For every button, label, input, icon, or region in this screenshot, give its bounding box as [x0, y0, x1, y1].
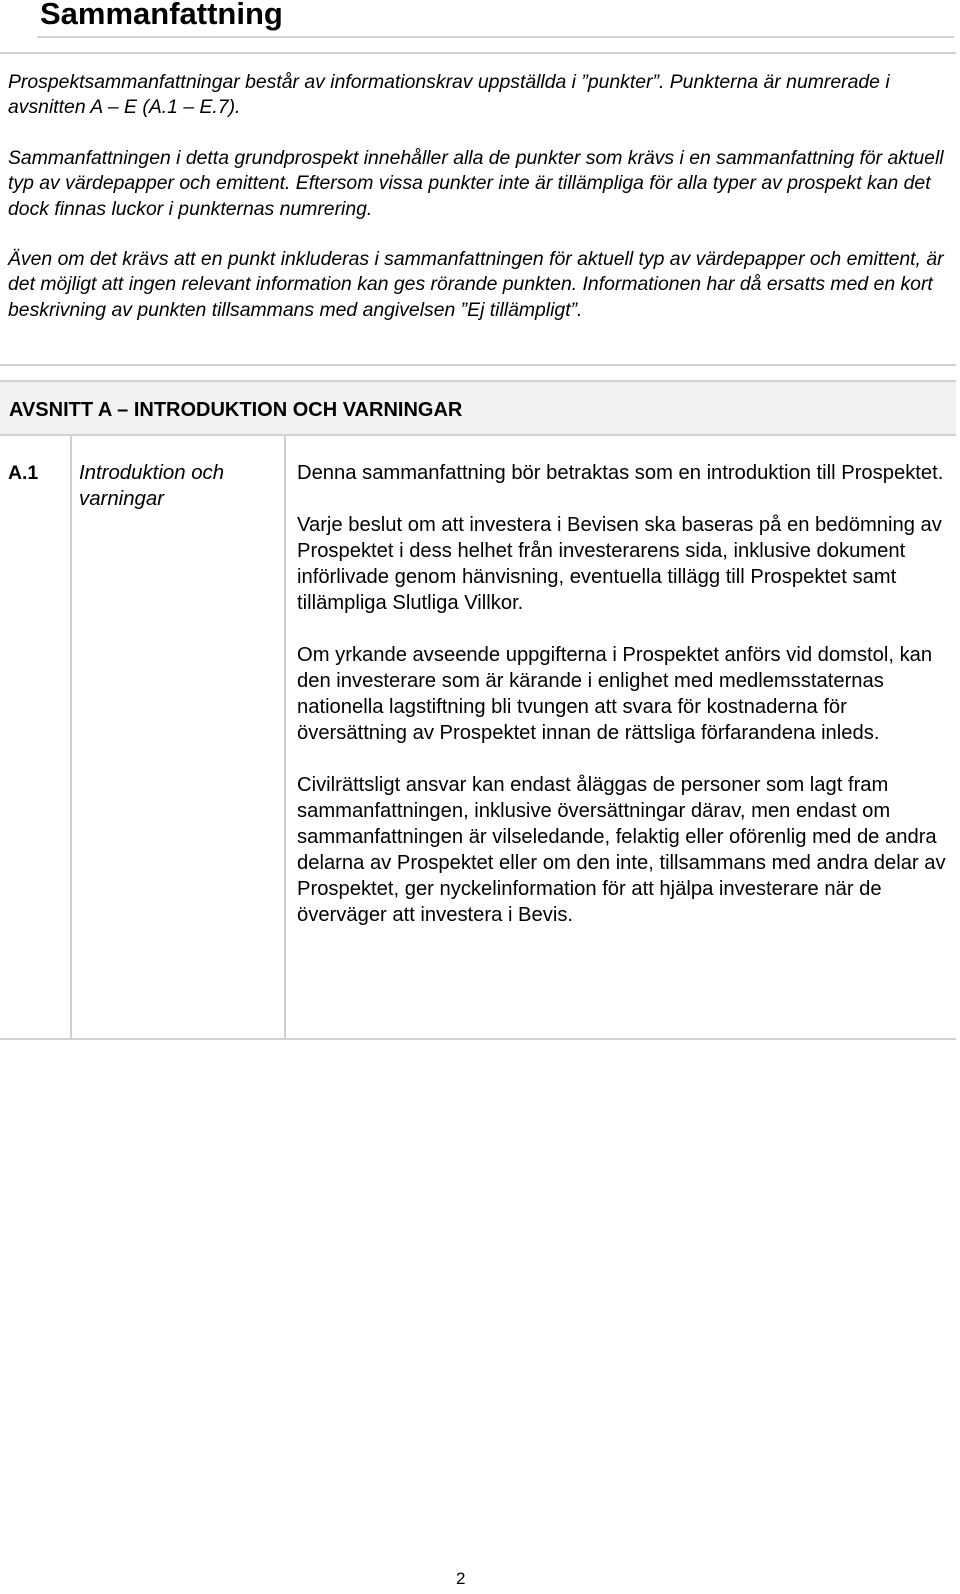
item-body — [297, 460, 947, 954]
item-paragraph: Denna sammanfattning bör betraktas som en introduktion till Prospektet. — [297, 462, 944, 484]
column-divider — [70, 436, 72, 1038]
page-number: 2 — [456, 1569, 466, 1588]
page-title: Sammanfattning — [40, 0, 283, 31]
intro-paragraph: Prospektsammanfattningar består av informationskrav uppställda i ”punkter”. Punkterna är numrerade i avsnitten A – E (A.1 – E.7). — [8, 71, 890, 119]
intro-box — [0, 52, 956, 366]
item-paragraph: Om yrkande avseende uppgifterna i Prospektet anförs vid domstol, kan den investerare som är kärande i enlighet med medlemsstaternas nationella lagstiftning bli tvungen att svara för kostnaderna för översättning av Prospektet innan de rättsliga förfarandena inleds. — [297, 644, 933, 744]
intro-paragraph: Även om det krävs att en punkt inkluderas i sammanfattningen för aktuell typ av värdepapper och emittent, är det möjligt att ingen relevant information kan ges rörande punkten. Informationen har då ersatts med en kort beskrivning av punkten tillsammans med angivelsen ”Ej tillämpligt”. — [8, 248, 944, 321]
item-title: Introduktion och varningar — [79, 462, 225, 510]
section-header — [0, 380, 956, 436]
item-code: A.1 — [8, 462, 39, 484]
column-divider — [284, 436, 286, 1038]
intro-text — [8, 70, 948, 348]
title-divider — [37, 36, 954, 38]
summary-table — [0, 436, 956, 1040]
item-paragraph: Varje beslut om att investera i Bevisen ska baseras på en bedömning av Prospektet i dess helhet från investerarens sida, inklusive dokument införlivade genom hänvisning, eventuella tillägg till Prospektet samt tillämpliga Slutliga Villkor. — [297, 514, 942, 614]
item-paragraph: Civilrättsligt ansvar kan endast åläggas de personer som lagt fram sammanfattningen, inklusive översättningar därav, men endast om sammanfattningen är vilseledande, felaktig eller oförenlig med de andra delarna av Prospektet eller om den inte, tillsammans med andra delar av Prospektet, ger nyckelinformation för att hjälpa investerare när de överväger att investera i Bevis. — [297, 774, 946, 926]
intro-paragraph: Sammanfattningen i detta grundprospekt innehåller alla de punkter som krävs i en sammanfattning för aktuell typ av värdepapper och emittent. Eftersom vissa punkter inte är tillämpliga för alla typer av prospekt kan det dock finnas luckor i punkternas numrering. — [8, 146, 944, 220]
section-heading: AVSNITT A – INTRODUKTION OCH VARNINGAR — [9, 399, 463, 421]
